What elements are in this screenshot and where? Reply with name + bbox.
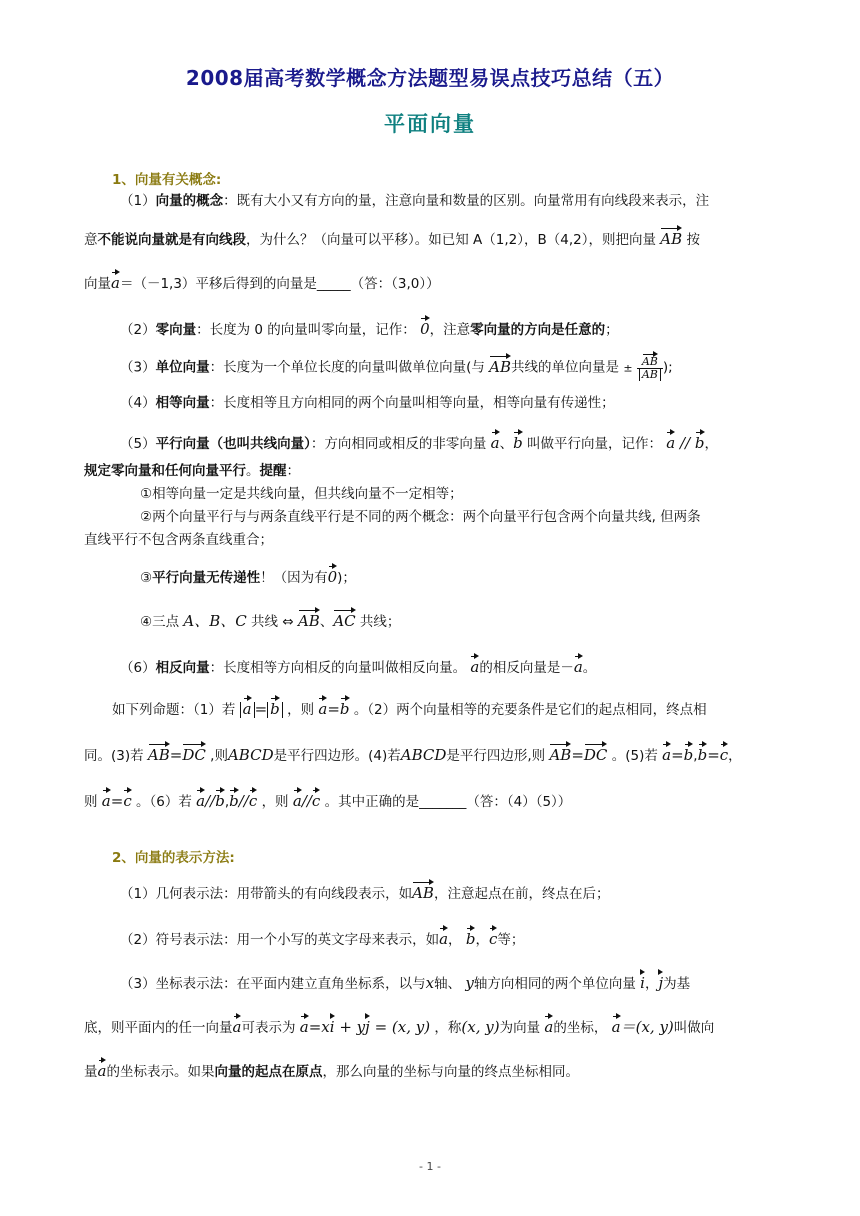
para-equal-vector: （4）相等向量：长度相等且方向相同的两个向量叫相等向量，相等向量有传递性； (120, 395, 615, 411)
repr-coordinate-line-2: 底，则平面内的任一向量a可表示为 a=xi + yj = (x, y) ，称(x, y)为向量 a的坐标， a＝(x, y)叫做向 (84, 1018, 715, 1036)
reminder-2-line-1: ②两个向量平行与与两条直线平行是不同的两个概念：两个向量平行包含两个向量共线, 但两条 (140, 509, 701, 525)
repr-symbolic: （2）符号表示法：用一个小写的英文字母来表示，如a， b，c等； (120, 930, 525, 948)
question-line-1: 如下列命题：（1）若 a = b ，则 a=b 。（2）两个向量相等的充要条件是它们的起点相同，终点相 (112, 700, 707, 718)
para-parallel-rule: 规定零向量和任何向量平行。提醒： (84, 463, 300, 479)
reminder-2-line-2: 直线平行不包含两条直线重合； (84, 532, 273, 548)
page-number: - 1 - (419, 1160, 441, 1173)
repr-geometric: （1）几何表示法：用带箭头的有向线段表示，如AB，注意起点在前，终点在后； (120, 884, 610, 902)
reminder-1: ①相等向量一定是共线向量，但共线向量不一定相等； (140, 486, 463, 502)
unit-vector-fraction: $\frac{AB}{AB}$ (637, 354, 663, 381)
question-line-3: 则 a=c 。（6）若 a//b,b//c ，则 a//c 。其中正确的是_______（答：（4）（5）） (84, 792, 572, 810)
page-title: 2008届高考数学概念方法题型易误点技巧总结（五） (185, 66, 675, 90)
para-unit-vector: （3）单位向量：长度为一个单位长度的向量叫做单位向量(与 AB共线的单位向量是 ± $\frac{AB}{AB}$ ); (120, 355, 673, 381)
para-1-line-1: （1）向量的概念：既有大小又有方向的量，注意向量和数量的区别。向量常用有向线段来表示，注 (120, 193, 710, 209)
para-1-line-3: 向量a＝（－1,3）平移后得到的向量是_____（答：（3,0）） (84, 274, 440, 292)
reminder-4: ④三点 A、B、C 共线 ⇔ AB、AC 共线； (140, 612, 401, 630)
section-heading-2: 2、向量的表示方法: (112, 850, 235, 866)
section-heading-1: 1、向量有关概念: (112, 172, 222, 188)
question-line-2: 同。(3)若 AB=DC ,则ABCD是平行四边形。(4)若ABCD是平行四边形,则 AB=DC 。(5)若 a=b,b=c， (84, 746, 742, 764)
repr-coordinate-line-1: （3）坐标表示法：在平面内建立直角坐标系，以与x轴、 y轴方向相同的两个单位向量 i，j为基 (120, 974, 691, 992)
repr-coordinate-line-3: 量a的坐标表示。如果向量的起点在原点，那么向量的坐标与向量的终点坐标相同。 (84, 1062, 579, 1080)
reminder-3: ③平行向量无传递性！（因为有0)； (140, 568, 356, 586)
para-parallel-vector: （5）平行向量（也叫共线向量）：方向相同或相反的非零向量 a、b 叫做平行向量，记作： a // b， (120, 434, 719, 452)
para-1-line-2: 意不能说向量就是有向线段，为什么？（向量可以平移）。如已知 A（1,2），B（4,2），则把向量 AB 按 (84, 230, 700, 248)
page-subtitle: 平面向量 (384, 112, 476, 136)
para-opposite-vector: （6）相反向量：长度相等方向相反的向量叫做相反向量。 a的相反向量是－a。 (120, 658, 597, 676)
para-zero-vector: （2）零向量：长度为 0 的向量叫零向量，记作： 0，注意零向量的方向是任意的； (120, 320, 619, 338)
